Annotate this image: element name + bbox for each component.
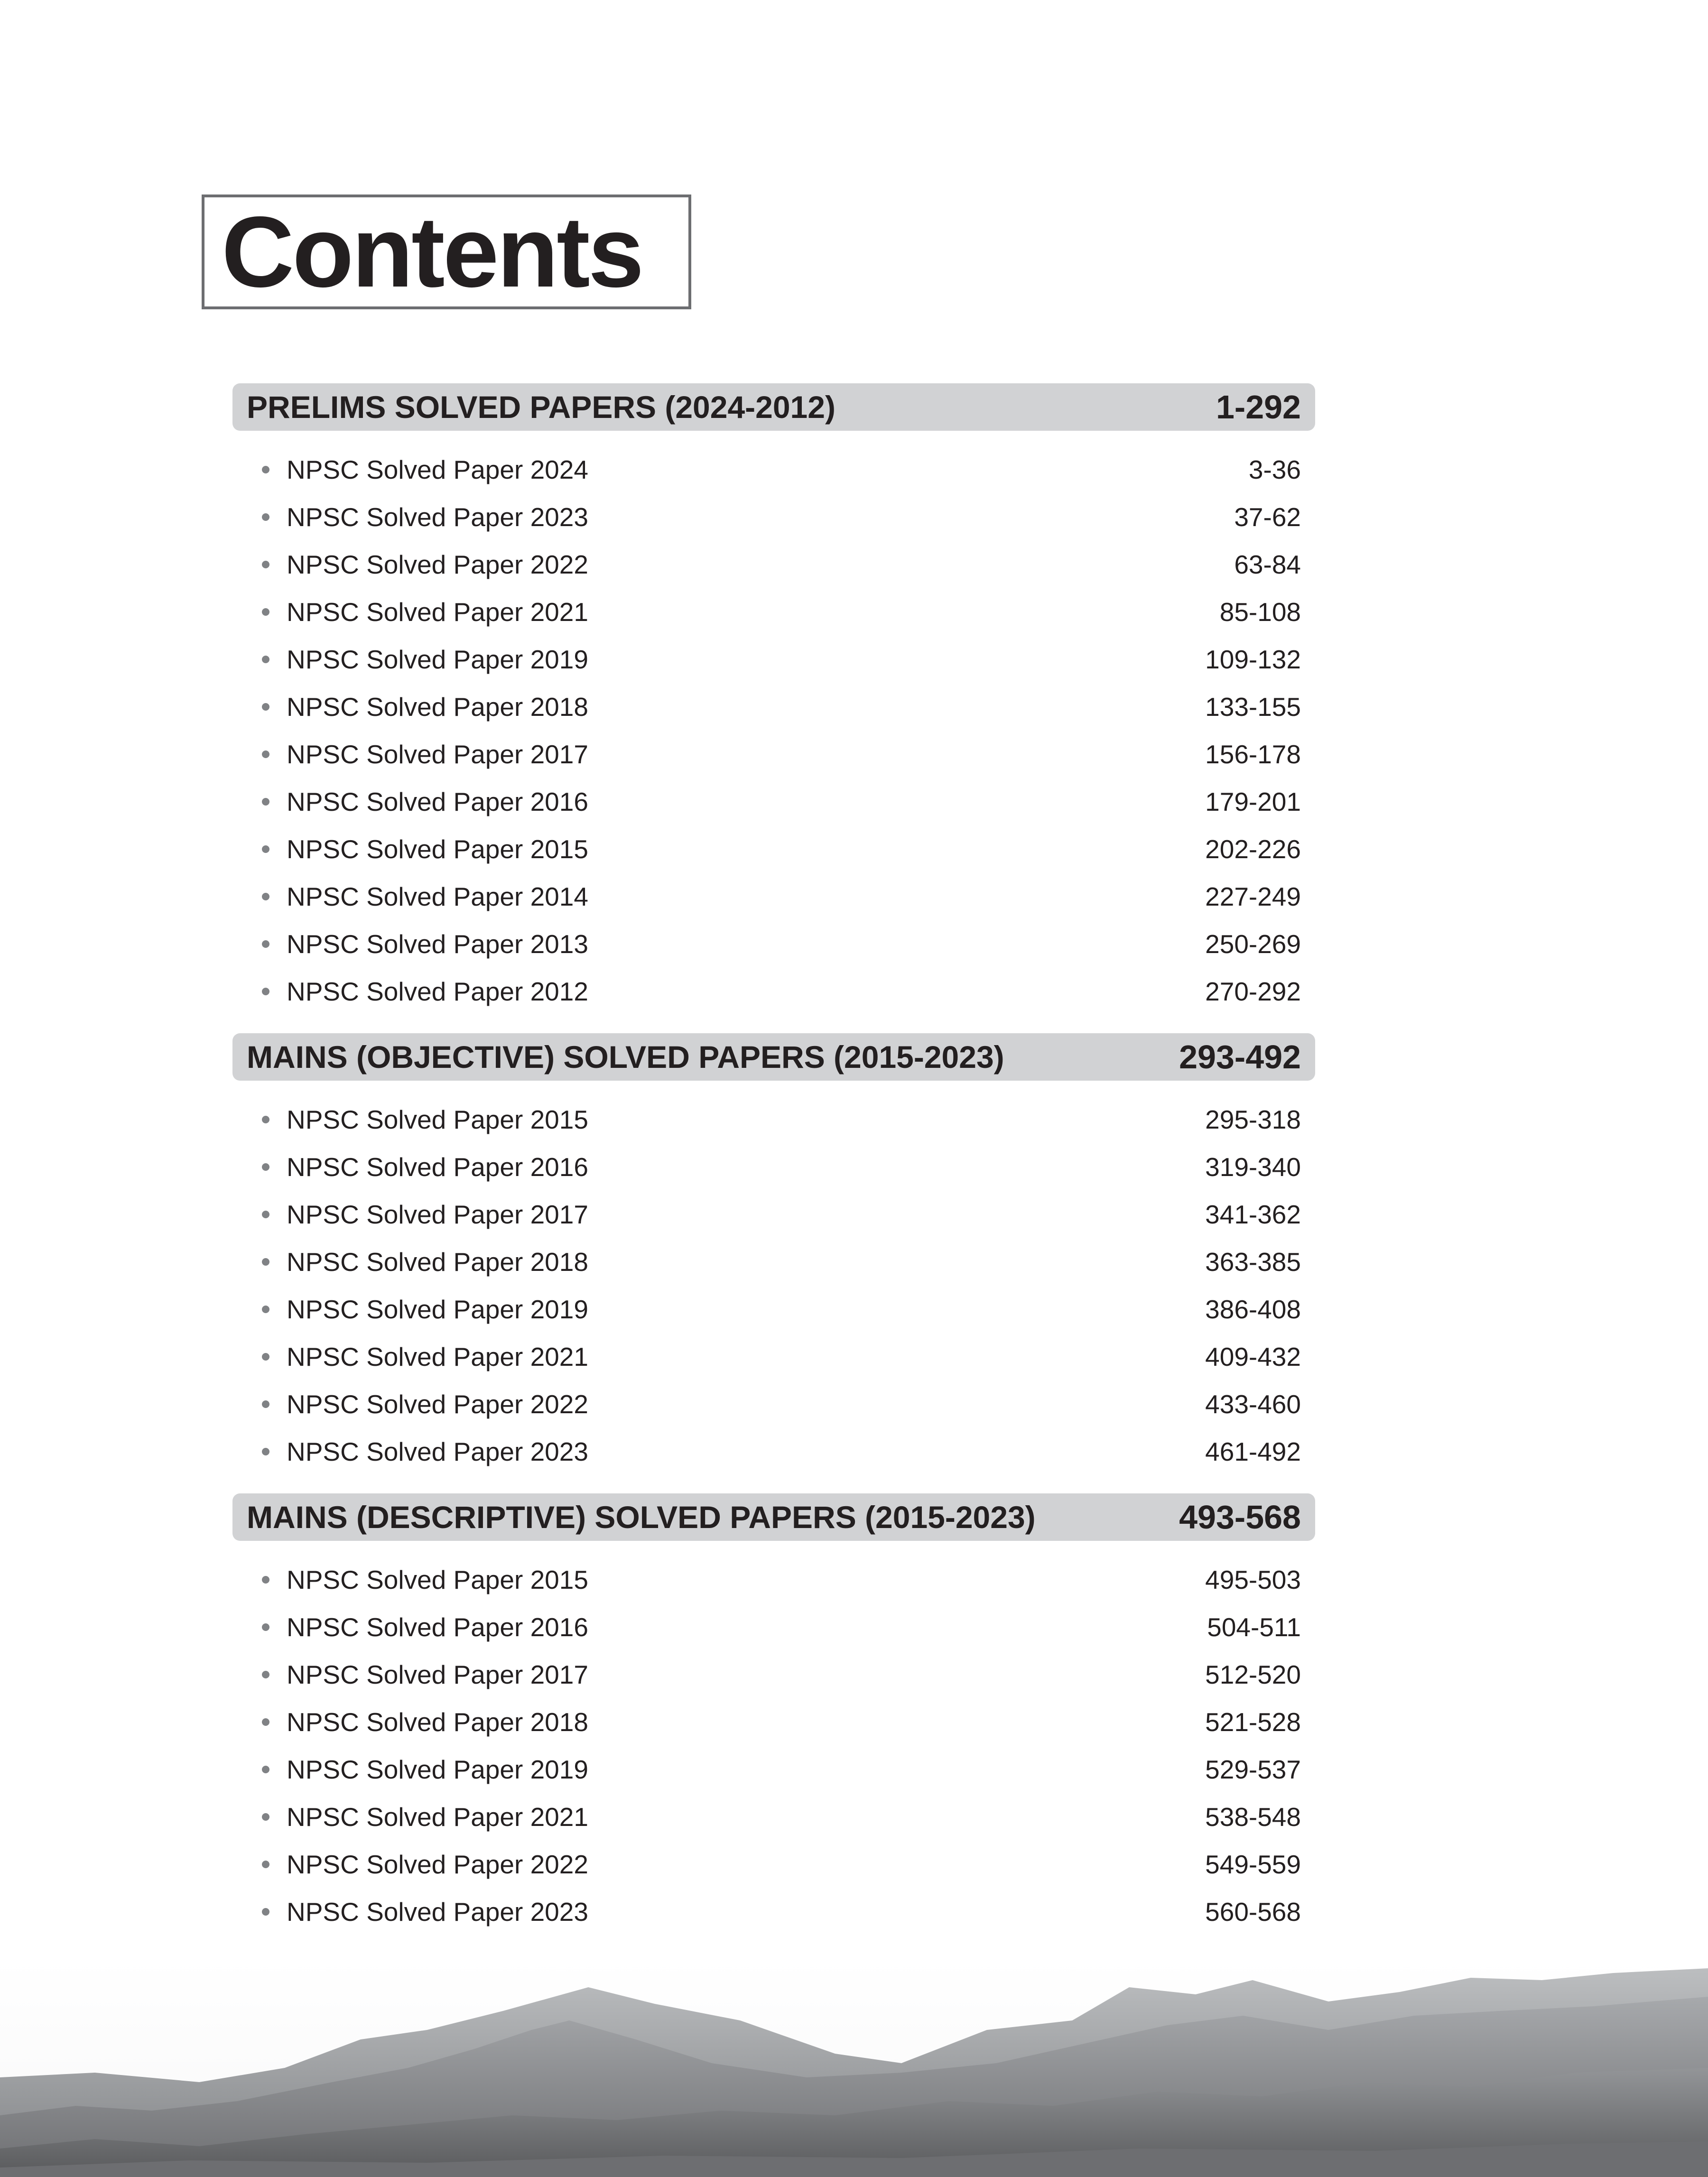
toc-item[interactable] bbox=[232, 1096, 1315, 1143]
toc-item[interactable] bbox=[232, 1191, 1315, 1238]
toc-item-pages: 250-269 bbox=[1205, 929, 1301, 959]
toc-item-label: NPSC Solved Paper 2022 bbox=[287, 1850, 588, 1879]
toc-item-label: NPSC Solved Paper 2017 bbox=[287, 740, 588, 769]
toc-item-pages: 109-132 bbox=[1205, 645, 1301, 674]
section-header bbox=[232, 1033, 1315, 1081]
toc-item[interactable] bbox=[232, 873, 1315, 920]
toc-item-pages: 560-568 bbox=[1205, 1897, 1301, 1927]
toc-item-pages: 504-511 bbox=[1207, 1612, 1301, 1642]
toc-item-pages: 156-178 bbox=[1205, 740, 1301, 769]
section-heading: PRELIMS SOLVED PAPERS (2024-2012) bbox=[247, 389, 835, 425]
toc-item[interactable] bbox=[232, 493, 1315, 541]
toc-item[interactable] bbox=[232, 1286, 1315, 1333]
toc-item-pages: 521-528 bbox=[1205, 1707, 1301, 1737]
toc-item-pages: 512-520 bbox=[1205, 1660, 1301, 1689]
bullet-icon bbox=[262, 1116, 269, 1123]
toc-item-pages: 37-62 bbox=[1234, 502, 1301, 532]
toc-item-label: NPSC Solved Paper 2019 bbox=[287, 1295, 588, 1324]
section-items bbox=[232, 446, 1315, 1015]
toc-item[interactable] bbox=[232, 1428, 1315, 1475]
bullet-icon bbox=[262, 750, 269, 758]
toc-item[interactable] bbox=[232, 731, 1315, 778]
toc-item-label: NPSC Solved Paper 2018 bbox=[287, 692, 588, 722]
toc-item[interactable] bbox=[232, 636, 1315, 683]
section-header bbox=[232, 383, 1315, 431]
toc-item-pages: 341-362 bbox=[1205, 1200, 1301, 1229]
toc-item[interactable] bbox=[232, 825, 1315, 873]
section-heading: MAINS (OBJECTIVE) SOLVED PAPERS (2015-2023) bbox=[247, 1039, 1004, 1075]
toc-section-mains-descriptive bbox=[232, 1493, 1315, 1936]
toc-item-pages: 549-559 bbox=[1205, 1850, 1301, 1879]
toc-item-label: NPSC Solved Paper 2017 bbox=[287, 1200, 588, 1229]
section-heading: MAINS (DESCRIPTIVE) SOLVED PAPERS (2015-2023) bbox=[247, 1500, 1036, 1535]
bullet-icon bbox=[262, 1400, 269, 1408]
toc-item-label: NPSC Solved Paper 2015 bbox=[287, 1565, 588, 1594]
toc-item-pages: 538-548 bbox=[1205, 1802, 1301, 1832]
toc-item-label: NPSC Solved Paper 2023 bbox=[287, 1437, 588, 1466]
toc-item-pages: 461-492 bbox=[1205, 1437, 1301, 1466]
toc-item-label: NPSC Solved Paper 2019 bbox=[287, 645, 588, 674]
toc-item-pages: 529-537 bbox=[1205, 1755, 1301, 1784]
toc-item-pages: 179-201 bbox=[1205, 787, 1301, 816]
section-page-range: 293-492 bbox=[1179, 1038, 1301, 1075]
bullet-icon bbox=[262, 845, 269, 853]
toc-item-pages: 3-36 bbox=[1248, 455, 1301, 484]
section-items bbox=[232, 1556, 1315, 1936]
section-page-range: 1-292 bbox=[1216, 389, 1301, 426]
toc-item[interactable] bbox=[232, 920, 1315, 968]
contents-title-box bbox=[202, 195, 691, 309]
section-page-range: 493-568 bbox=[1179, 1499, 1301, 1536]
toc-item-pages: 319-340 bbox=[1205, 1152, 1301, 1182]
bullet-icon bbox=[262, 608, 269, 616]
toc-item-label: NPSC Solved Paper 2015 bbox=[287, 1105, 588, 1134]
toc-item-pages: 133-155 bbox=[1205, 692, 1301, 722]
mountain-landscape-image bbox=[0, 1959, 1708, 2177]
toc-item[interactable] bbox=[232, 1333, 1315, 1380]
section-items bbox=[232, 1096, 1315, 1475]
bullet-icon bbox=[262, 798, 269, 806]
bullet-icon bbox=[262, 1306, 269, 1313]
toc-item[interactable] bbox=[232, 1603, 1315, 1651]
bullet-icon bbox=[262, 1766, 269, 1773]
toc-item[interactable] bbox=[232, 1841, 1315, 1888]
toc-item-label: NPSC Solved Paper 2022 bbox=[287, 550, 588, 579]
bullet-icon bbox=[262, 940, 269, 948]
toc-item[interactable] bbox=[232, 683, 1315, 731]
bullet-icon bbox=[262, 703, 269, 711]
toc-item[interactable] bbox=[232, 1651, 1315, 1698]
toc-item[interactable] bbox=[232, 1888, 1315, 1936]
toc-item-label: NPSC Solved Paper 2016 bbox=[287, 1612, 588, 1642]
toc-item[interactable] bbox=[232, 778, 1315, 825]
toc-item-pages: 386-408 bbox=[1205, 1295, 1301, 1324]
toc-item-label: NPSC Solved Paper 2016 bbox=[287, 1152, 588, 1182]
toc-item[interactable] bbox=[232, 446, 1315, 493]
bullet-icon bbox=[262, 466, 269, 473]
toc-item-pages: 433-460 bbox=[1205, 1390, 1301, 1419]
toc-item-label: NPSC Solved Paper 2014 bbox=[287, 882, 588, 911]
toc-item-label: NPSC Solved Paper 2012 bbox=[287, 977, 588, 1006]
toc-item[interactable] bbox=[232, 1793, 1315, 1841]
toc-item-label: NPSC Solved Paper 2018 bbox=[287, 1707, 588, 1737]
toc-item-label: NPSC Solved Paper 2022 bbox=[287, 1390, 588, 1419]
bullet-icon bbox=[262, 561, 269, 568]
toc-item-label: NPSC Solved Paper 2021 bbox=[287, 1342, 588, 1371]
toc-item-label: NPSC Solved Paper 2018 bbox=[287, 1247, 588, 1277]
toc-item-label: NPSC Solved Paper 2024 bbox=[287, 455, 588, 484]
bullet-icon bbox=[262, 1576, 269, 1584]
toc-item[interactable] bbox=[232, 1143, 1315, 1191]
bullet-icon bbox=[262, 1623, 269, 1631]
bullet-icon bbox=[262, 1813, 269, 1821]
section-header bbox=[232, 1493, 1315, 1541]
toc-item-pages: 85-108 bbox=[1219, 597, 1301, 627]
toc-item-label: NPSC Solved Paper 2013 bbox=[287, 929, 588, 959]
page-title: Contents bbox=[222, 195, 642, 308]
toc-item[interactable] bbox=[232, 1556, 1315, 1603]
bullet-icon bbox=[262, 1671, 269, 1678]
bullet-icon bbox=[262, 1211, 269, 1218]
bullet-icon bbox=[262, 988, 269, 995]
toc-item-pages: 63-84 bbox=[1234, 550, 1301, 579]
toc-item-label: NPSC Solved Paper 2023 bbox=[287, 1897, 588, 1927]
toc-item[interactable] bbox=[232, 1380, 1315, 1428]
toc-item-label: NPSC Solved Paper 2023 bbox=[287, 502, 588, 532]
toc-item-label: NPSC Solved Paper 2019 bbox=[287, 1755, 588, 1784]
toc-item-label: NPSC Solved Paper 2016 bbox=[287, 787, 588, 816]
toc-item-pages: 202-226 bbox=[1205, 834, 1301, 864]
bullet-icon bbox=[262, 1718, 269, 1726]
bullet-icon bbox=[262, 1258, 269, 1266]
toc-item[interactable] bbox=[232, 1746, 1315, 1793]
bullet-icon bbox=[262, 1163, 269, 1171]
toc-item-label: NPSC Solved Paper 2021 bbox=[287, 1802, 588, 1832]
toc-item-pages: 227-249 bbox=[1205, 882, 1301, 911]
toc-item[interactable] bbox=[232, 588, 1315, 636]
toc-item-pages: 270-292 bbox=[1205, 977, 1301, 1006]
toc-item-pages: 495-503 bbox=[1205, 1565, 1301, 1594]
table-of-contents bbox=[232, 383, 1315, 1936]
bullet-icon bbox=[262, 513, 269, 521]
bullet-icon bbox=[262, 1908, 269, 1916]
toc-item-pages: 363-385 bbox=[1205, 1247, 1301, 1277]
toc-item-label: NPSC Solved Paper 2021 bbox=[287, 597, 588, 627]
bullet-icon bbox=[262, 1861, 269, 1868]
toc-item[interactable] bbox=[232, 968, 1315, 1015]
toc-item[interactable] bbox=[232, 541, 1315, 588]
toc-item-label: NPSC Solved Paper 2017 bbox=[287, 1660, 588, 1689]
toc-item-pages: 295-318 bbox=[1205, 1105, 1301, 1134]
bullet-icon bbox=[262, 1448, 269, 1455]
bullet-icon bbox=[262, 893, 269, 900]
toc-item[interactable] bbox=[232, 1238, 1315, 1286]
toc-item[interactable] bbox=[232, 1698, 1315, 1746]
toc-item-pages: 409-432 bbox=[1205, 1342, 1301, 1371]
toc-section-prelims bbox=[232, 383, 1315, 1015]
bullet-icon bbox=[262, 1353, 269, 1361]
toc-item-label: NPSC Solved Paper 2015 bbox=[287, 834, 588, 864]
toc-section-mains-objective bbox=[232, 1033, 1315, 1475]
bullet-icon bbox=[262, 656, 269, 663]
